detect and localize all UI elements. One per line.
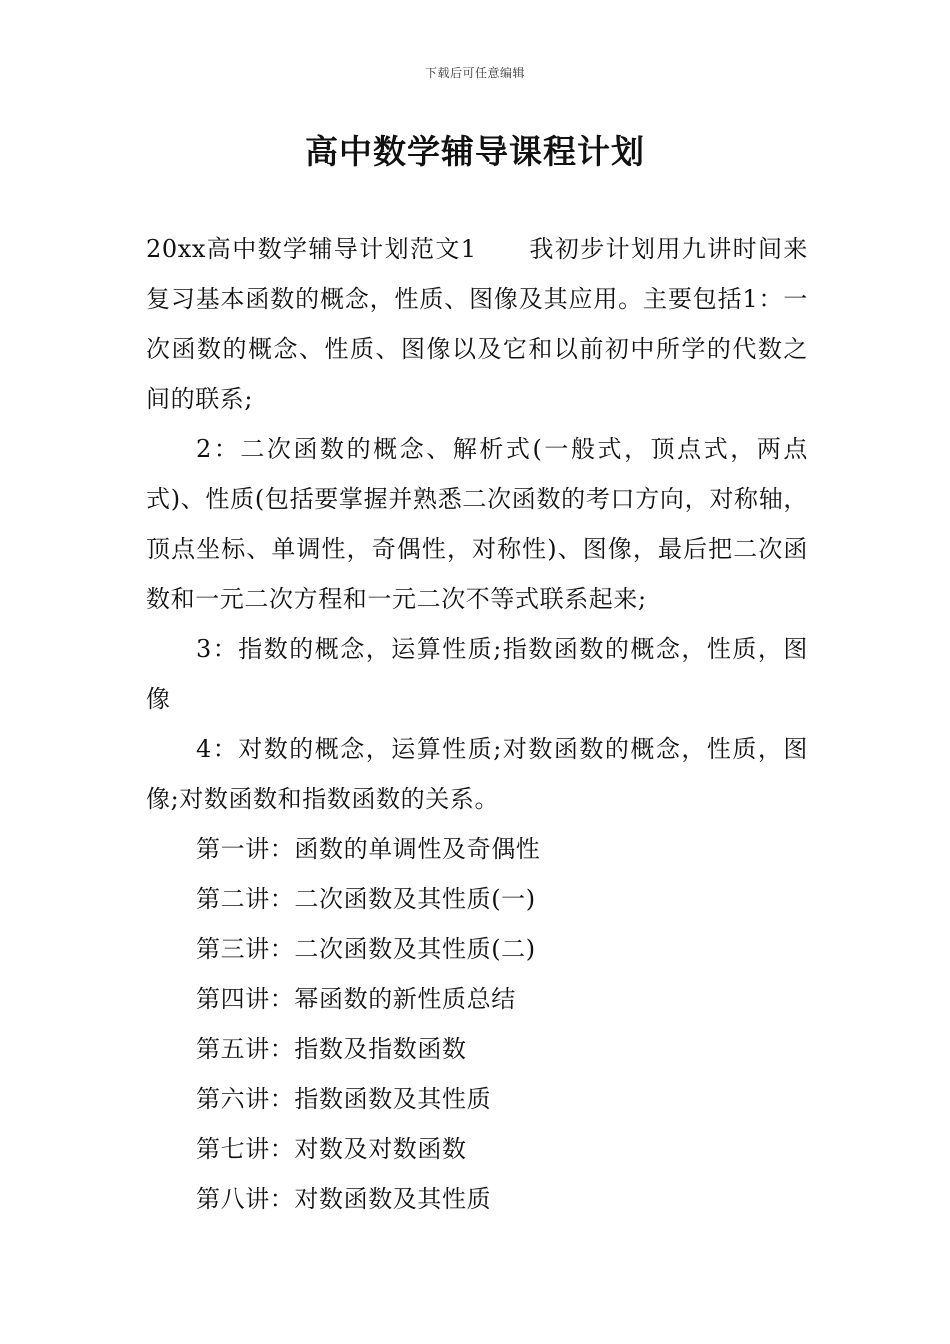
lecture-item-4: 第四讲：幂函数的新性质总结 [196, 985, 516, 1013]
header-note: 下载后可任意编辑 [424, 66, 525, 80]
paragraph-item-4: 4：对数的概念，运算性质;对数函数的概念，性质，图像;对数函数和指数函数的关系。 [146, 735, 808, 813]
document-title: 高中数学辅导课程计划 [305, 132, 645, 171]
lecture-item-8: 第八讲：对数函数及其性质 [196, 1185, 492, 1213]
lecture-item-2: 第二讲：二次函数及其性质(一) [196, 885, 536, 913]
lecture-item-7: 第七讲：对数及对数函数 [196, 1135, 467, 1163]
intro-heading: 20xx高中数学辅导计划范文1 [146, 235, 477, 263]
paragraph-item-2: 2：二次函数的概念、解析式(一般式，顶点式，两点式)、性质(包括要掌握并熟悉二次函数的考口方向，对称轴，顶点坐标、单调性，奇偶性，对称性)、图像，最后把二次函数和一元二次方程和一元二次不等式联系起来; [146, 435, 808, 613]
lecture-item-3: 第三讲：二次函数及其性质(二) [196, 935, 536, 963]
paragraph-item-3: 3：指数的概念，运算性质;指数函数的概念，性质，图像 [146, 635, 808, 713]
intro-text: 我初步计划用九讲时间来复习基本函数的概念，性质、图像及其应用。主要包括1：一次函数的概念、性质、图像以及它和以前初中所学的代数之间的联系; [146, 235, 808, 413]
lecture-item-1: 第一讲：函数的单调性及奇偶性 [196, 835, 541, 863]
lecture-list [146, 824, 808, 1224]
lecture-item-5: 第五讲：指数及指数函数 [196, 1035, 467, 1063]
document-body [146, 224, 808, 1224]
lecture-item-6: 第六讲：指数函数及其性质 [196, 1085, 492, 1113]
intro-paragraph [146, 224, 808, 424]
